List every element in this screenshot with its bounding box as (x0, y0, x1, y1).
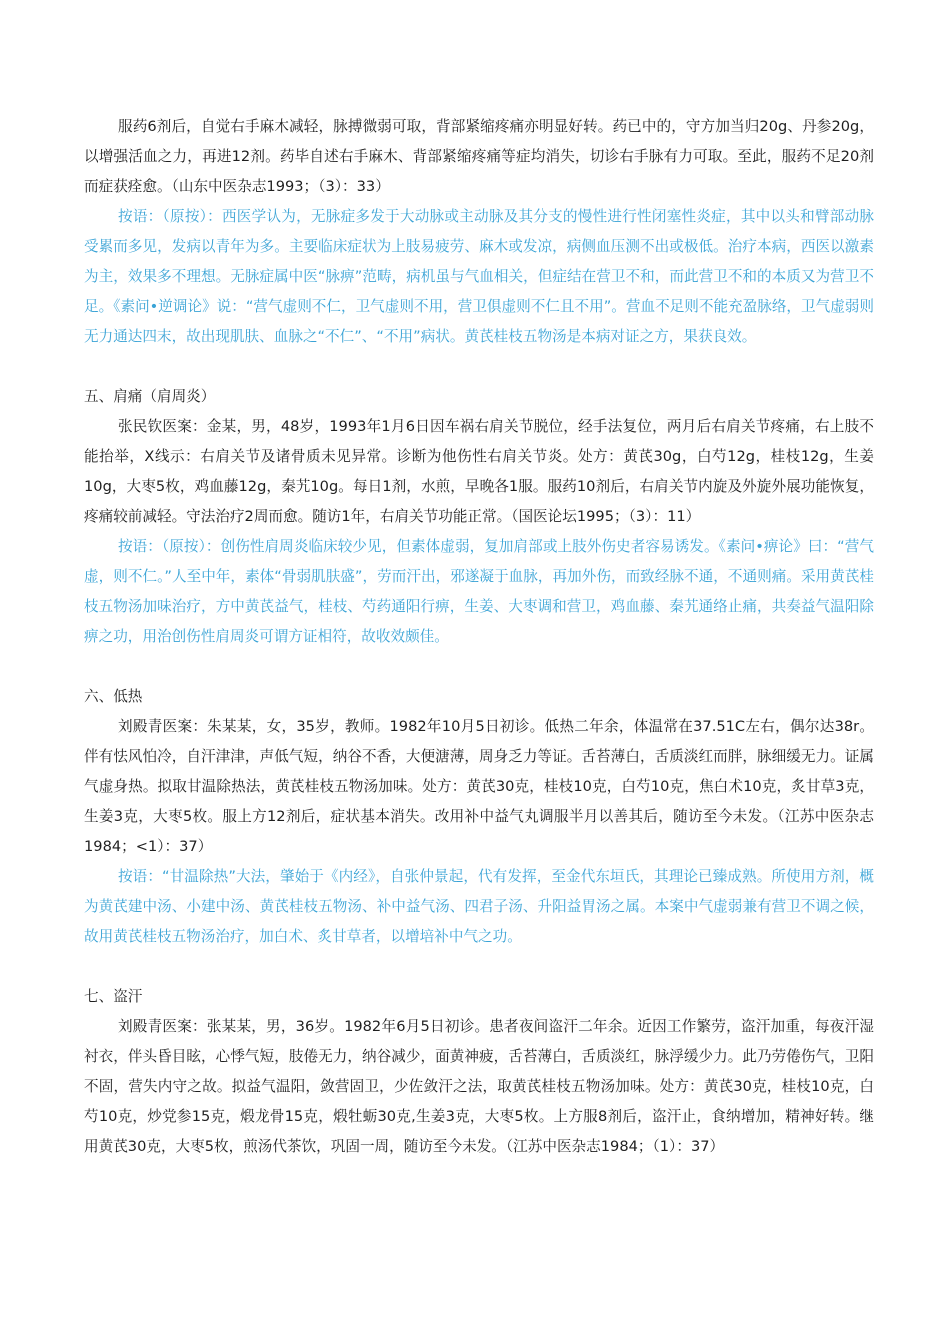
section-heading-7: 七、盗汗 (84, 988, 143, 1005)
section-gap (84, 352, 874, 382)
case-text-continued: 服药6剂后，自觉右手麻木减轻，脉搏微弱可取，背部紧缩疼痛亦明显好转。药已中的，守方加当归20g、丹参20g，以增强活血之力，再进12剂。药毕自述右手麻木、背部紧缩疼痛等症均消失，切诊右手脉有力可取。至此，服药不足20剂而症获痊愈。（山东中医杂志1993；（3）：33） (84, 118, 874, 195)
commentary-note-5: 按语：（原按）：创伤性肩周炎临床较少见，但素体虚弱，复加肩部或上肢外伤史者容易诱发。《素问•痹论》曰：“营气虚，则不仁。”人至中年，素体“骨弱肌肤盛”，劳而汗出，邪遂凝于血脉，再加外伤，而致经脉不通，不通则痛。采用黄芪桂枝五物汤加味治疗，方中黄芪益气，桂枝、芍药通阳行痹，生姜、大枣调和营卫，鸡血藤、秦艽通络止痛，共奏益气温阳除痹之功，用治创伤性肩周炎可谓方证相符，故收效颇佳。 (84, 538, 874, 645)
case-text-6: 刘殿青医案：朱某某，女，35岁，教师。1982年10月5日初诊。低热二年余，体温常在37.51C左右，偶尔达38r。伴有怯风怕冷，自汗津津，声低气短，纳谷不香，大便溏薄，周身乏力等证。舌苔薄白，舌质淡红而胖，脉细缓无力。证属气虚身热。拟取甘温除热法，黄芪桂枝五物汤加味。处方：黄芪30克，桂枝10克，白芍10克，焦白术10克，炙甘草3克，生姜3克，大枣5枚。服上方12剂后，症状基本消失。改用补中益气丸调服半月以善其后，随访至今未发。（江苏中医杂志1984；<1）：37） (84, 718, 874, 855)
section-heading-6: 六、低热 (84, 688, 143, 705)
case-text-7: 刘殿青医案：张某某，男，36岁。1982年6月5日初诊。患者夜间盗汗二年余。近因工作繁劳，盗汗加重，每夜汗湿衬衣，伴头昏目眩，心悸气短，肢倦无力，纳谷减少，面黄神疲，舌苔薄白，舌质淡红，脉浮缓少力。此乃劳倦伤气，卫阳不固，营失内守之故。拟益气温阳，敛营固卫，少佐敛汗之法，取黄芪桂枝五物汤加味。处方：黄芪30克，桂枝10克，白芍10克，炒党参15克，煅龙骨15克，煅牡蛎30克,生姜3克，大枣5枚。上方服8剂后，盗汗止，食纳增加，精神好转。继用黄芪30克，大枣5枚，煎汤代茶饮，巩固一周，随访至今未发。（江苏中医杂志1984；（1）：37） (84, 1018, 874, 1155)
section-heading-5: 五、肩痛（肩周炎） (84, 388, 216, 405)
document-page (84, 112, 874, 1162)
commentary-note-6: 按语：“甘温除热”大法，肇始于《内经》，自张仲景起，代有发挥，至金代东垣氏，其理论已臻成熟。所使用方剂，概为黄芪建中汤、小建中汤、黄芪桂枝五物汤、补中益气汤、四君子汤、升阳益胃汤之属。本案中气虚弱兼有营卫不调之候，故用黄芪桂枝五物汤治疗，加白术、炙甘草者，以增培补中气之功。 (84, 868, 874, 945)
section-gap (84, 652, 874, 682)
case-text-5: 张民钦医案：金某，男，48岁，1993年1月6日因车祸右肩关节脱位，经手法复位，两月后右肩关节疼痛，右上肢不能抬举，X线示：右肩关节及诸骨质未见异常。诊断为他伤性右肩关节炎。处方：黄芪30g，白芍12g，桂枝12g，生姜10g，大枣5枚，鸡血藤12g，秦艽10g。每日1剂，水煎，早晚各1服。服药10剂后，右肩关节内旋及外旋外展功能恢复，疼痛较前减轻。守法治疗2周而愈。随访1年，右肩关节功能正常。（国医论坛1995；（3）：11） (84, 418, 874, 525)
commentary-note-1: 按语：（原按）：西医学认为，无脉症多发于大动脉或主动脉及其分支的慢性进行性闭塞性炎症，其中以头和臂部动脉受累而多见，发病以青年为多。主要临床症状为上肢易疲劳、麻木或发凉，病侧血压测不出或极低。治疗本病，西医以激素为主，效果多不理想。无脉症属中医“脉痹”范畴，病机虽与气血相关，但症结在营卫不和，而此营卫不和的本质又为营卫不足。《素问•逆调论》说：“营气虚则不仁，卫气虚则不用，营卫俱虚则不仁且不用”。营血不足则不能充盈脉络，卫气虚弱则无力通达四末，故出现肌肤、血脉之“不仁”、“不用”病状。黄芪桂枝五物汤是本病对证之方，果获良效。 (84, 208, 874, 345)
section-gap (84, 952, 874, 982)
